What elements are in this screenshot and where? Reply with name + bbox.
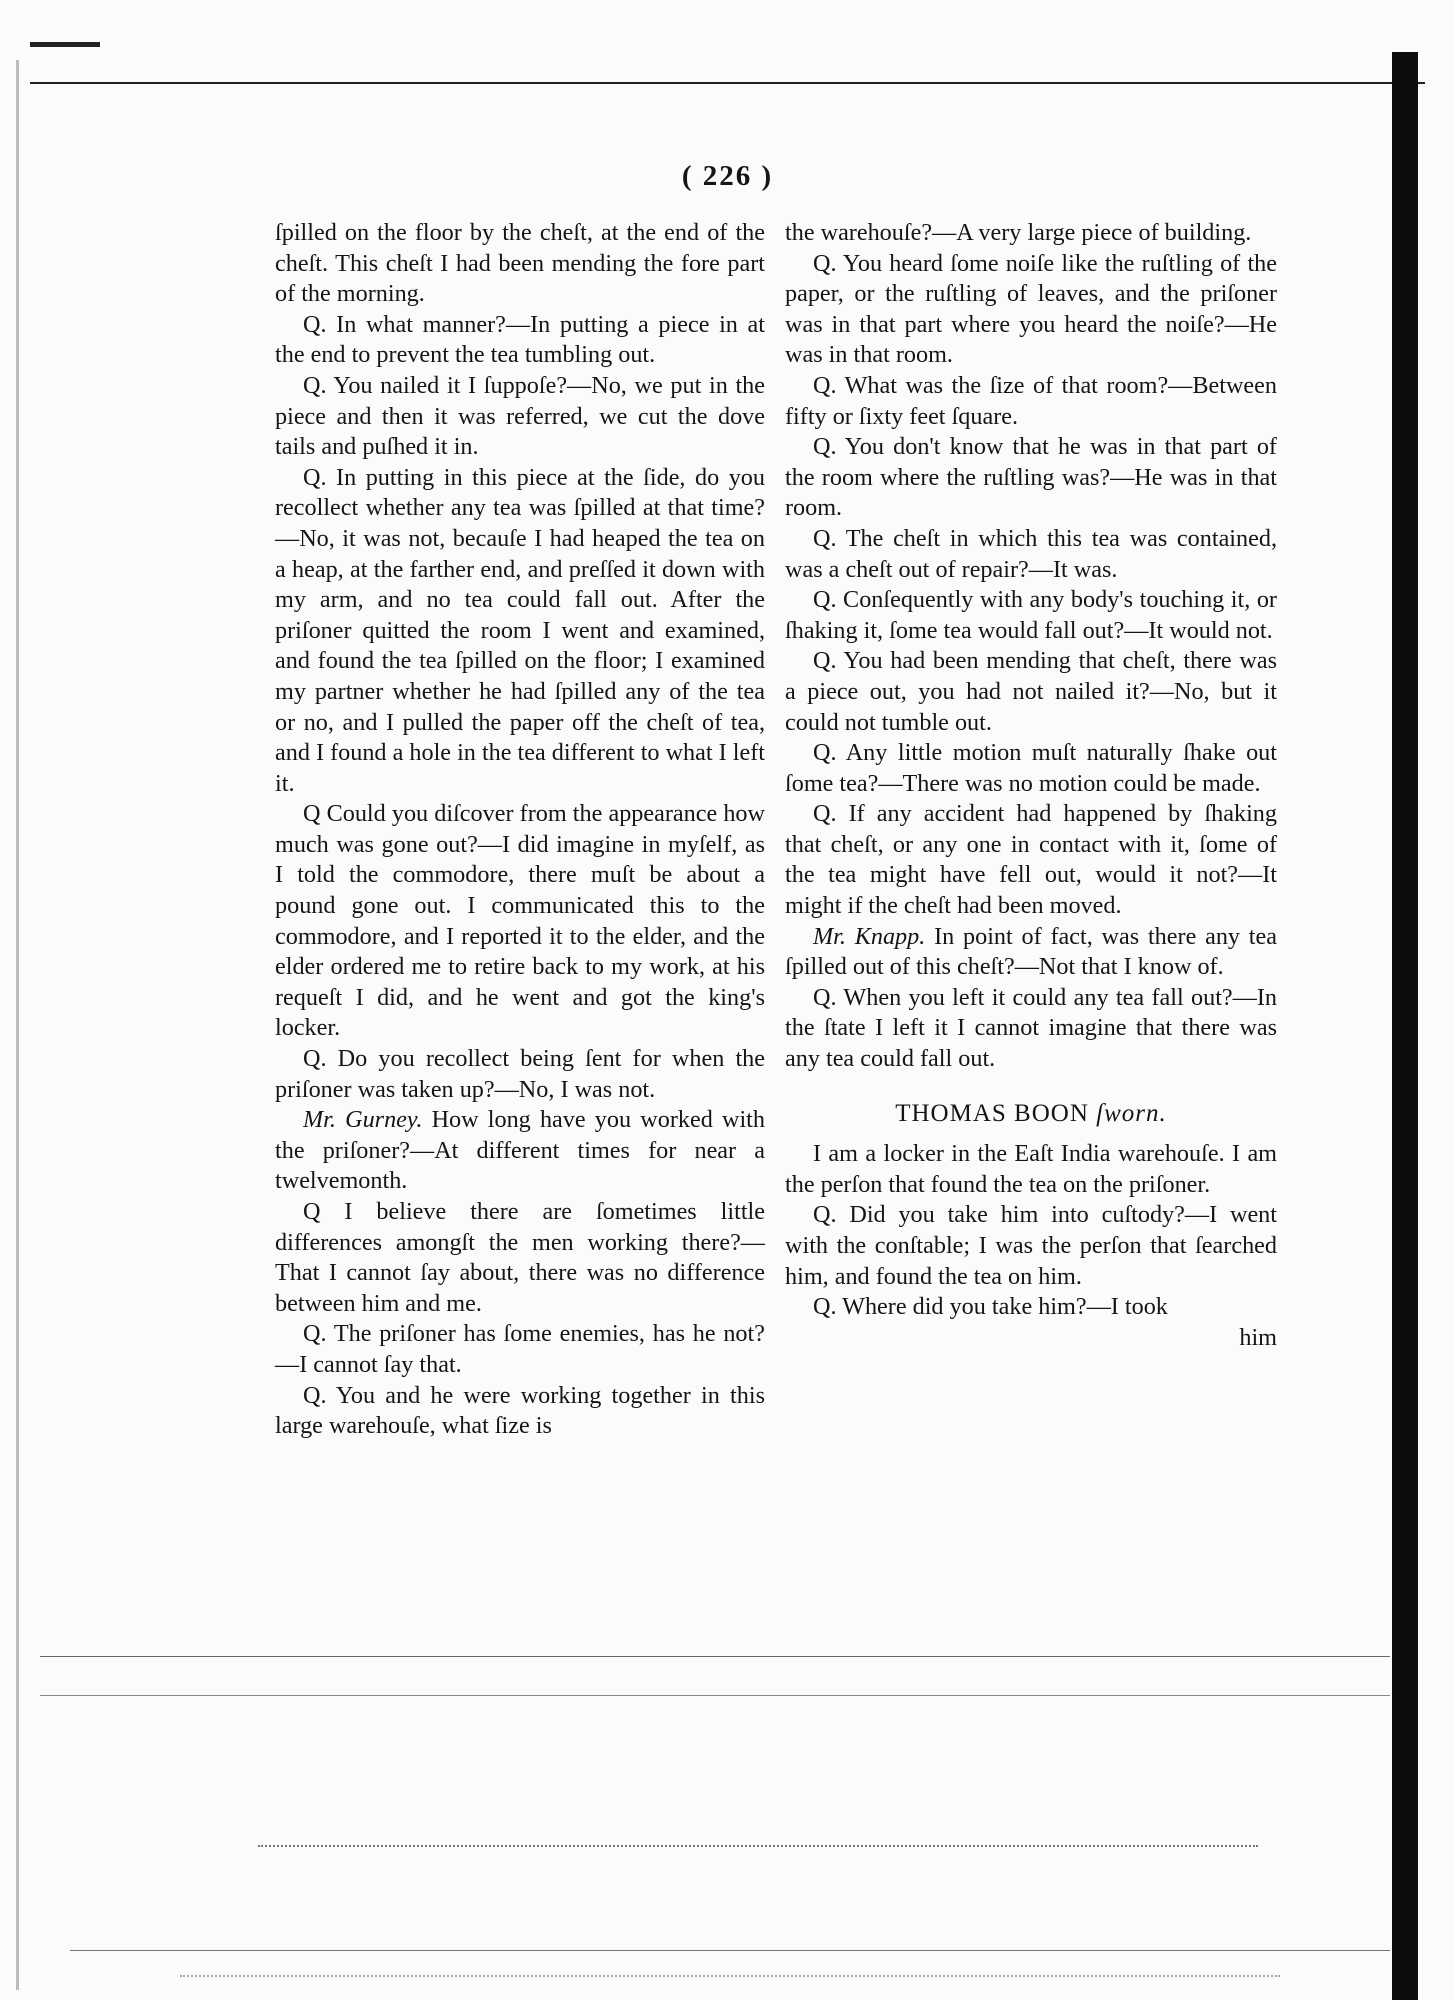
paragraph: Q. In what manner?—In putting a piece in at the end to prevent the tea tumbling out. bbox=[275, 310, 765, 369]
paragraph: Q. You nailed it I ſuppoſe?—No, we put in the piece and then it was referred, we cut the dove tails and puſhed it in. bbox=[275, 371, 765, 461]
left-edge-marks bbox=[16, 60, 19, 1990]
top-rule bbox=[30, 82, 1425, 84]
paragraph: the warehouſe?—A very large piece of building. bbox=[785, 219, 1252, 246]
paragraph: Q. Do you recollect being ſent for when the priſoner was taken up?—No, I was not. bbox=[275, 1045, 765, 1103]
paragraph: Q. If any accident had happened by ſhaking that cheſt, or any one in contact with it, ſome of the tea might have fell out, would it not?—It might if the cheſt had been moved. bbox=[785, 800, 1277, 920]
paragraph: Q. You heard ſome noiſe like the ruſtling of the paper, or the ruſtling of leaves, and the priſoner was in that part where you heard the noiſe?—He was in that room. bbox=[785, 249, 1277, 369]
right-column bbox=[785, 218, 1277, 1353]
paragraph: ſpilled on the floor by the cheſt, at the end of the cheſt. This cheſt I had been mending the fore part of the morning. bbox=[275, 219, 765, 308]
paragraph: Q. You had been mending that cheſt, there was a piece out, you had not nailed it?—No, but it could not tumble out. bbox=[785, 647, 1277, 736]
paragraph: Q. Any little motion muſt naturally ſhake out ſome tea?—There was no motion could be made. bbox=[785, 739, 1277, 797]
paragraph: Q. The priſoner has ſome enemies, has he not?—I cannot ſay that. bbox=[275, 1320, 765, 1378]
speaker: Mr. Gurney. bbox=[303, 1106, 423, 1134]
paragraph bbox=[785, 922, 1277, 983]
paragraph: Q. You don't know that he was in that part of the room where the ruſtling was?—He was in that room. bbox=[785, 433, 1277, 522]
paragraph: Q. Did you take him into cuſtody?—I went with the conſtable; I was the perſon that ſearched him, and found the tea on him. bbox=[785, 1201, 1277, 1290]
bottom-rule-2 bbox=[40, 1695, 1390, 1696]
paragraph: Q. When you left it could any tea fall out?—In the ſtate I left it I cannot imagine that there was any tea could fall out. bbox=[785, 983, 1277, 1073]
paragraph: Q. In putting in this piece at the ſide, do you recollect whether any tea was ſpilled at that time?—No, it was not, becauſe I had heaped the tea on a heap, at the farther end, and preſſed it down with my arm, and no tea could fall out. After the priſoner quitted the room I went and examined, and found the tea ſpilled on the floor; I examined my partner whether he had ſpilled any of the tea or no, and I pulled the paper off the cheſt of tea, and I found a hole in the tea different to what I left it. bbox=[275, 463, 765, 797]
speech: How long have you worked with the priſoner?—At different times for near a twelvemonth. bbox=[275, 1106, 765, 1195]
right-edge-bar bbox=[1392, 52, 1418, 2000]
paragraph: I am a locker in the Eaſt India warehouſe. I am the perſon that found the tea on the priſoner. bbox=[785, 1140, 1277, 1198]
speaker: Mr. Knapp. bbox=[813, 922, 926, 950]
scan-specks-1 bbox=[258, 1845, 1258, 1849]
speech: In point of fact, was there any tea ſpilled out of this cheſt?—Not that I know of. bbox=[785, 922, 1278, 981]
paragraph: Q. What was the ſize of that room?—Between fifty or ſixty feet ſquare. bbox=[785, 371, 1277, 430]
scan-specks-2 bbox=[180, 1975, 1280, 1979]
paragraph: Q. Conſequently with any body's touching it, or ſhaking it, ſome tea would fall out?—It would not. bbox=[785, 586, 1277, 644]
paragraph: Q. The cheſt in which this tea was contained, was a cheſt out of repair?—It was. bbox=[785, 524, 1277, 583]
bottom-rule-3 bbox=[70, 1950, 1390, 1951]
witness-sworn: ſworn. bbox=[1096, 1099, 1167, 1127]
paragraph: Q. Where did you take him?—I took bbox=[813, 1293, 1168, 1321]
witness-heading bbox=[785, 1099, 1277, 1130]
paragraph: Q Could you diſcover from the appearance how much was gone out?—I did imagine in myſelf, as I told the commodore, there muſt be about a pound gone out. I communicated this to the commodore, and I reported it to the elder, and the elder ordered me to retire back to my work, at his requeſt I did, and he went and got the king's locker. bbox=[275, 800, 765, 1042]
page-number: ( 226 ) bbox=[681, 160, 774, 192]
paragraph: Q I believe there are ſometimes little differences amongſt the men working there?—That I cannot ſay about, there was no difference between him and me. bbox=[275, 1198, 765, 1317]
paragraph bbox=[275, 1105, 765, 1197]
top-left-mark bbox=[30, 42, 100, 47]
witness-name: THOMAS BOON bbox=[895, 1099, 1089, 1127]
paragraph: Q. You and he were working together in this large warehouſe, what ſize is bbox=[275, 1381, 765, 1440]
bottom-rule-1 bbox=[40, 1656, 1390, 1657]
catchword: him bbox=[1239, 1323, 1277, 1351]
left-column bbox=[275, 218, 765, 1442]
